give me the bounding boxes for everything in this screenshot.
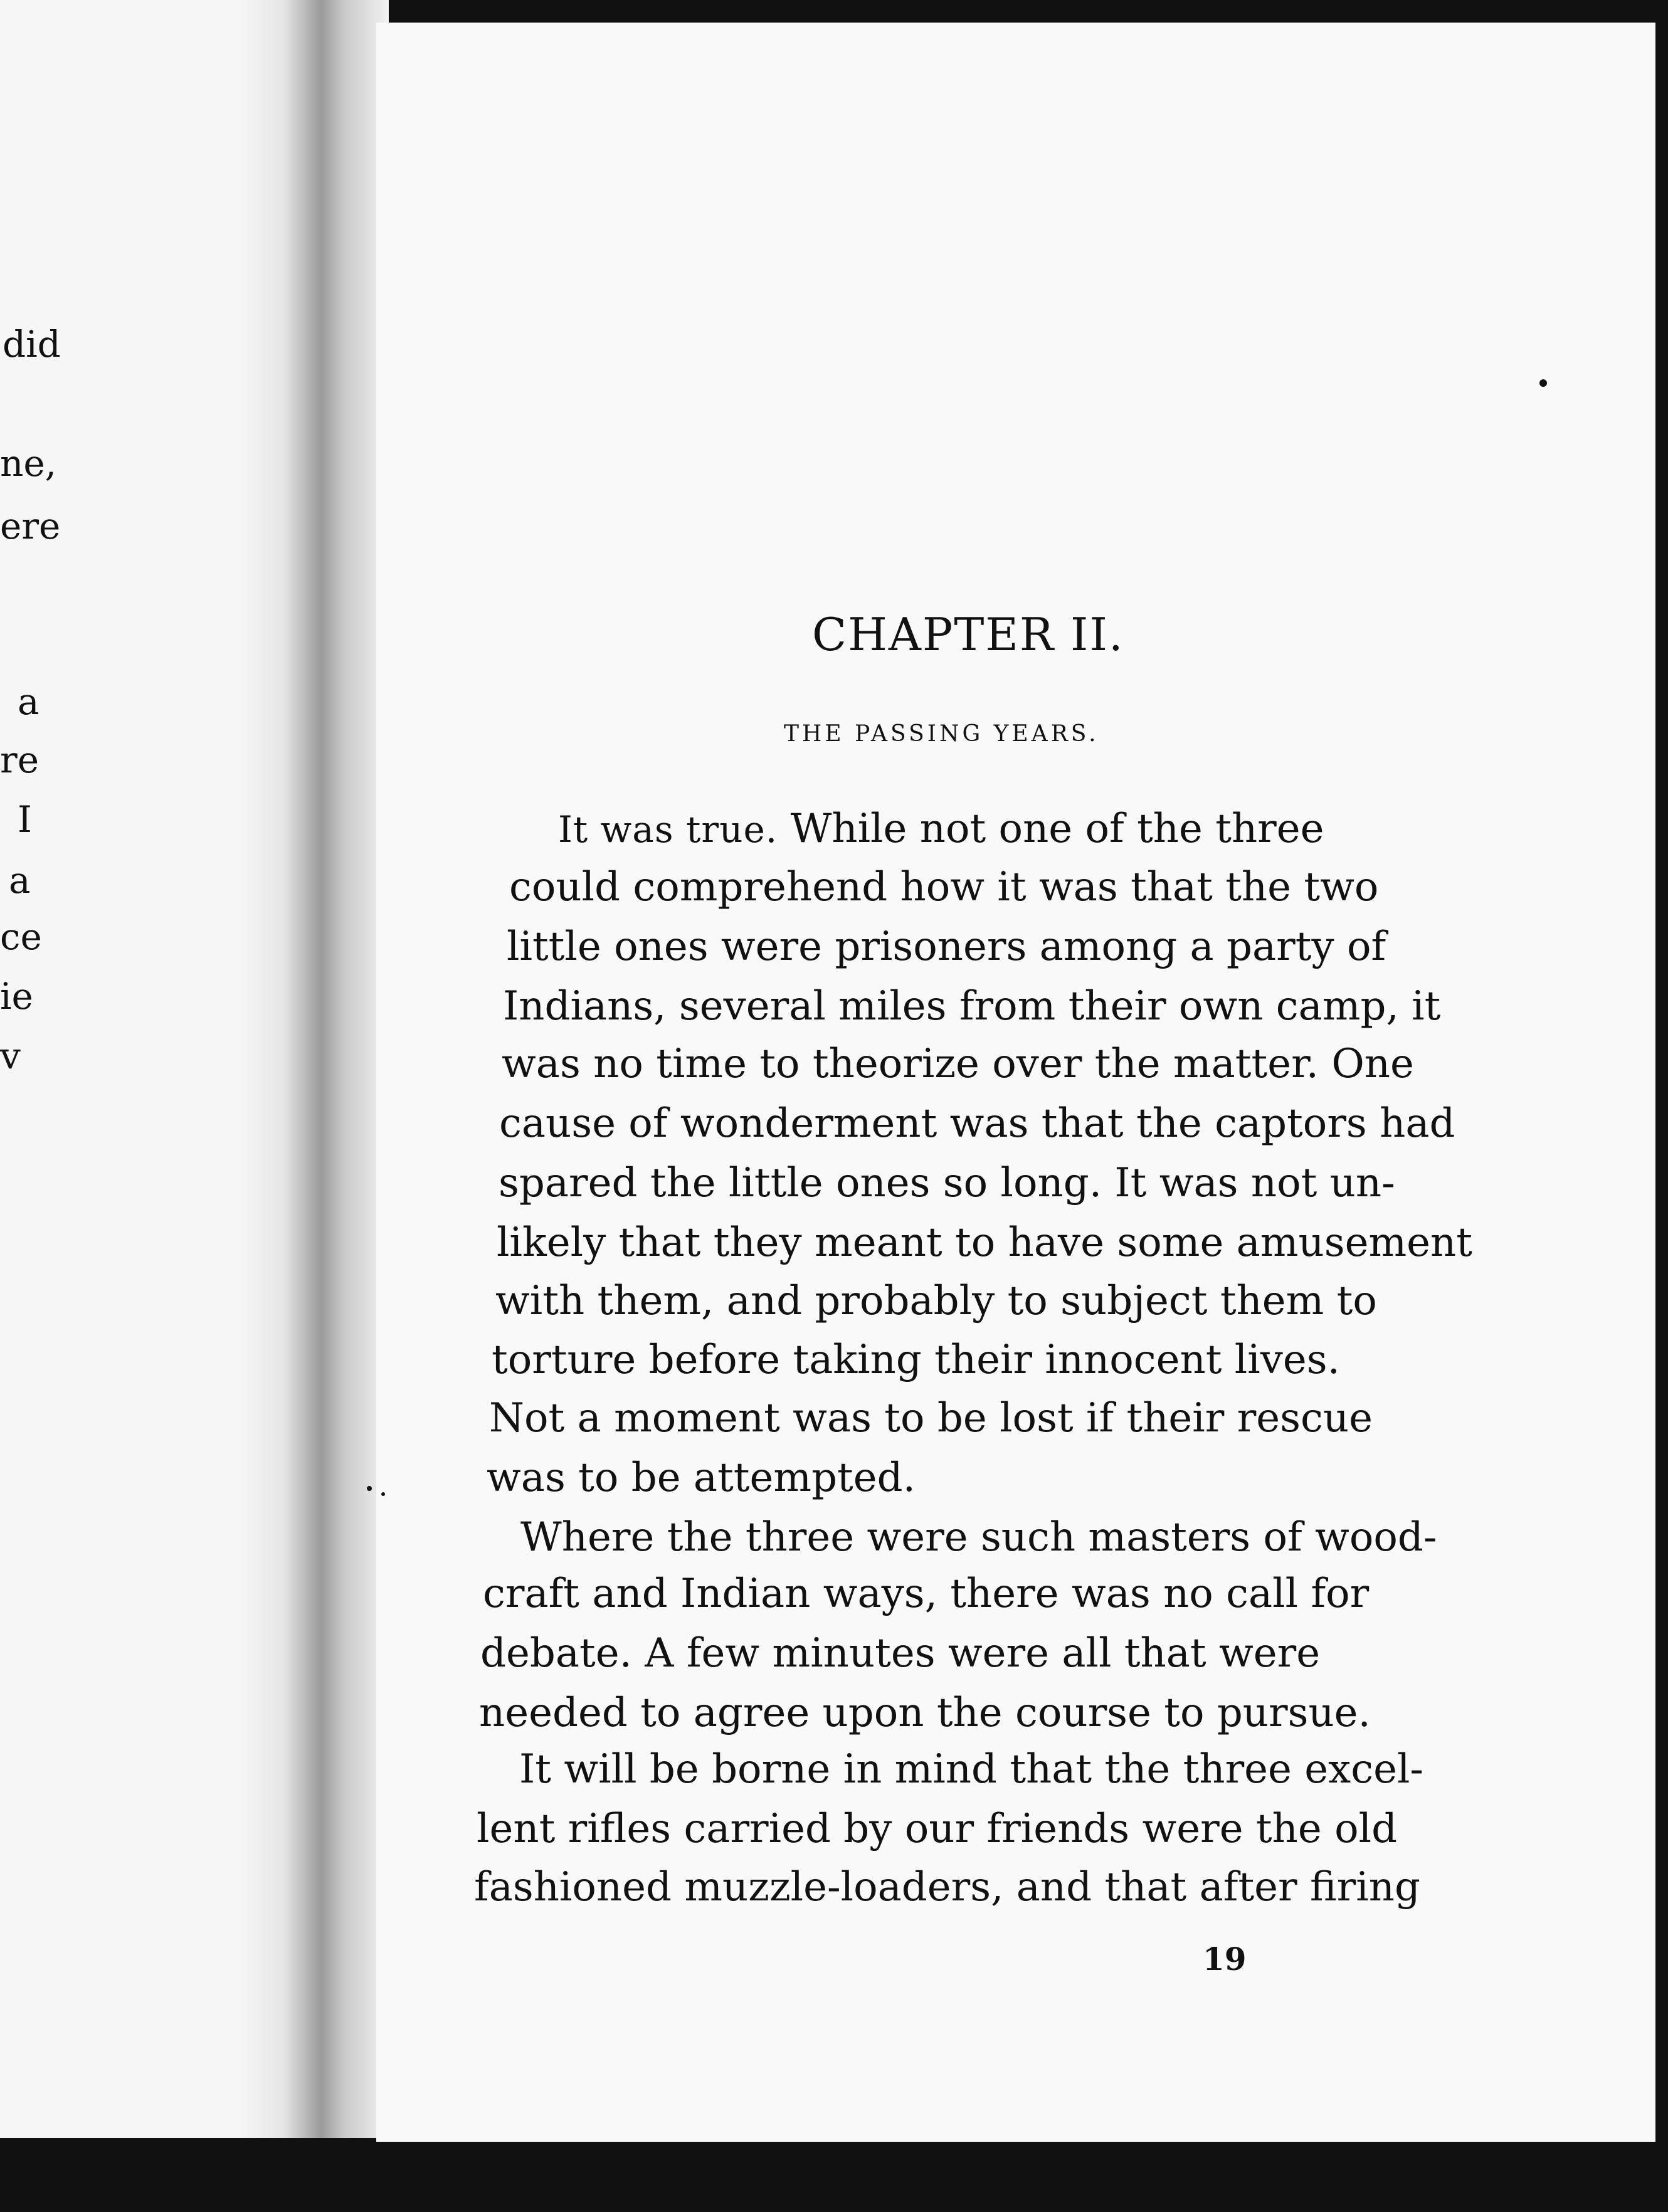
paragraph-line: craft and Indian ways, there was no call for [483,1571,1370,1617]
left-page-fragment: re [0,739,40,781]
paragraph-line: fashioned muzzle-loaders, and that after firing [474,1864,1420,1910]
left-page-fragment: ne, [0,442,57,485]
left-page-fragment: ie [0,975,33,1018]
left-page-fragment: ce [0,915,42,958]
stray-ink-dot [367,1486,372,1491]
line-text: While not one of the three [790,806,1324,852]
paragraph-line: likely that they meant to have some amusement [497,1219,1472,1266]
paragraph-line: cause of wonderment was that the captors had [499,1100,1455,1147]
left-page-fragment: ere [0,505,61,547]
stray-ink-dot [381,1492,385,1496]
paragraph-line: was to be attempted. [487,1455,916,1501]
paragraph-line: Not a moment was to be lost if their rescue [489,1395,1373,1441]
left-page-fragment: did [3,323,61,366]
paragraph-line: lent rifles carried by our friends were the old [477,1806,1398,1852]
paragraph-line: could comprehend how it was that the two [509,864,1379,910]
stray-ink-dot [1539,379,1547,387]
page-number: 19 [1203,1941,1247,1978]
paragraph-line: debate. A few minutes were all that were [480,1630,1321,1677]
chapter-title: CHAPTER II. [812,608,1124,661]
paragraph-line: Indians, several miles from their own camp, it [503,983,1441,1030]
left-page-fragment: I [18,798,32,841]
paragraph-line: Where the three were such masters of wood- [520,1514,1437,1561]
paragraph-line: spared the little ones so long. It was not un- [499,1160,1395,1206]
left-page-fragment: v [0,1035,21,1077]
paragraph-line [558,806,1324,852]
left-page-fragment: a [18,680,40,723]
paragraph-line: torture before taking their innocent lives. [492,1337,1340,1383]
left-page-fragment: a [9,859,31,902]
opening-words: It was true. [558,808,778,851]
book-gutter [238,0,389,2138]
scan-bottom-edge [0,2176,1668,2212]
chapter-subtitle: THE PASSING YEARS. [784,721,1099,747]
paragraph-line: was no time to theorize over the matter. One [502,1041,1414,1087]
paragraph-line: with them, and probably to subject them to [495,1278,1377,1324]
paragraph-line: needed to agree upon the course to pursue. [479,1690,1371,1736]
paragraph-line: little ones were prisoners among a party of [507,924,1386,970]
paragraph-line: It will be borne in mind that the three excel- [519,1746,1424,1793]
